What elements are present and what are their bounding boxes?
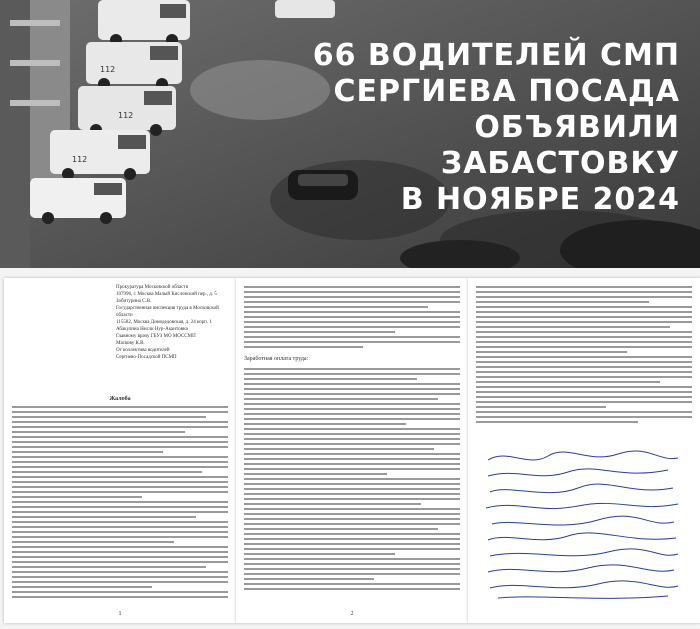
svg-text:112: 112 (100, 65, 116, 74)
page-number: 1 (118, 611, 122, 617)
headline-line-3: ОБЪЯВИЛИ (474, 110, 680, 145)
hero-photo (0, 0, 700, 268)
headline-line-1: 66 ВОДИТЕЛЕЙ СМП (312, 38, 680, 73)
headline-line-2: СЕРГИЕВА ПОСАДА (333, 74, 680, 109)
page-3-body-text (476, 286, 692, 426)
signatures (478, 448, 690, 608)
page-number: 2 (350, 611, 354, 617)
headline-line-4: ЗАБАСТОВКУ (440, 146, 680, 181)
document-page-2 (236, 278, 468, 623)
document-scans (0, 268, 700, 629)
svg-text:112: 112 (118, 111, 134, 120)
svg-text:112: 112 (72, 155, 88, 164)
page-2-body-text (244, 368, 460, 593)
page-2-body-text-top (244, 286, 460, 351)
recipient-block: Прокуратура Московской области 107996, г. Москва Малый Кисловский пер., д. 5 Зобитурина С.В. Государственная инспекция труда в Московской области 115582, Москва Домодедовская, д. 24 корп. 1 Абакулина Нелли Нур-Акантовна Главному врачу ГБУЗ МО МОССМП Маскову К.В. От коллектива водителей Сергиево-Посадской ПСМП (116, 285, 219, 360)
section-heading: Заработная оплата труда: (244, 356, 309, 362)
page-1-body-text (12, 406, 228, 601)
document-page-3 (468, 278, 700, 623)
complaint-title: Жалоба (109, 396, 131, 402)
headline (313, 38, 680, 218)
headline-line-5: В НОЯБРЕ 2024 (400, 182, 680, 217)
document-page-1 (4, 278, 236, 623)
